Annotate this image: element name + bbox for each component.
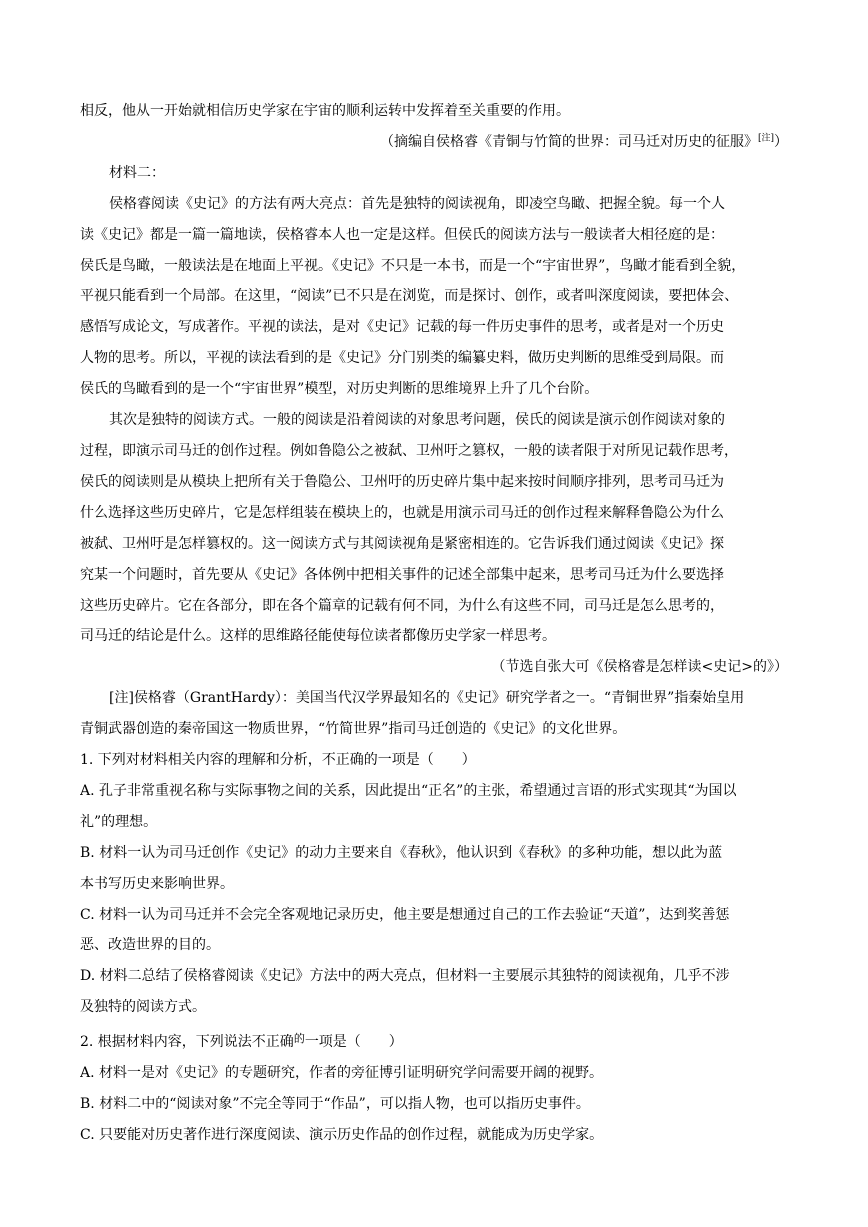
paragraph-line: 读《史记》都是一篇一篇地读，侯格睿本人也一定是这样。但侯氏的阅读方法与一般读者大相径庭的是：: [80, 226, 724, 243]
paragraph-line: 平视只能看到一个局部。在这里，“阅读”已不只是在浏览，而是探讨、创作，或者叫深度阅读，要把体会、: [80, 288, 739, 305]
question-1-option-a[interactable]: [80, 776, 788, 838]
paragraph-line: 这些历史碎片。它在各部分，即在各个篇章的记载有何不同，为什么有这些不同，司马迁是怎么思考的，: [80, 597, 724, 614]
continuation-text: 相反，他从一开始就相信历史学家在宇宙的顺利运转中发挥着至关重要的作用。: [80, 103, 570, 119]
option-line: 礼”的理想。: [80, 813, 158, 830]
option-line: 及独特的阅读方式。: [80, 999, 206, 1016]
paragraph-line: 什么选择这些历史碎片，它是怎样组装在模块上的，也就是用演示司马迁的创作过程来解释鲁隐公为什么: [80, 504, 724, 521]
source-citation-2: （节选自张大可《侯格睿是怎样读<史记>的》）: [491, 659, 788, 676]
note-line: [注]侯格睿（GrantHardy）：美国当代汉学界最知名的《史记》研究学者之一。“青铜世界”指秦始皇用: [109, 690, 745, 707]
note-line: 青铜武器创造的秦帝国这一物质世界，“竹简世界”指司马迁创造的《史记》的文化世界。: [80, 721, 627, 738]
paragraph-line: 过程，即演示司马迁的创作过程。例如鲁隐公之被弑、卫州吁之篡权，一般的读者限于对所见记载作思考，: [80, 442, 738, 459]
option-line: 恶、改造世界的目的。: [80, 937, 220, 954]
option-line: 本书写历史来影响世界。: [80, 875, 234, 892]
paragraph-line: 侯氏的鸟瞰看到的是一个“宇宙世界”模型，对历史判断的思维境界上升了几个台阶。: [80, 381, 599, 398]
paragraph-line: 人物的思考。所以，平视的读法看到的是《史记》分门别类的编纂史料，做历史判断的思维受到局限。而: [80, 350, 724, 367]
document-page: [80, 96, 788, 1151]
paragraph-line: 感悟写成论文，写成著作。平视的读法，是对《史记》记载的每一件历史事件的思考，或者是对一个历史: [80, 319, 724, 336]
question-2-option-a[interactable]: A. 材料一是对《史记》的专题研究，作者的旁征博引证明研究学问需要开阔的视野。: [80, 1065, 604, 1082]
question-2-stem-start: 2. 根据材料内容，下列说法不正确: [80, 1034, 294, 1051]
material-2-label: 材料二：: [109, 164, 165, 181]
question-2-stem-raised: 的: [293, 1032, 305, 1046]
option-line: A. 孔子非常重视名称与实际事物之间的关系，因此提出“正名”的主张，希望通过言语的形式实现其“为国以: [80, 782, 737, 799]
question-1: [80, 745, 788, 1023]
option-line: C. 材料一认为司马迁并不会完全客观地记录历史，他主要是想通过自己的工作去验证“天道”，达到奖善惩: [80, 906, 730, 923]
source-citation-1-close: ）: [774, 133, 788, 150]
paragraph-line: 侯氏的阅读则是从模块上把所有关于鲁隐公、卫州吁的历史碎片集中起来按时间顺序排列，思考司马迁为: [80, 473, 724, 490]
question-1-option-b[interactable]: [80, 838, 788, 900]
paragraph-line: 被弑、卫州吁是怎样篡权的。这一阅读方式与其阅读视角是紧密相连的。它告诉我们通过阅读《史记》探: [80, 535, 724, 552]
question-1-option-c[interactable]: [80, 900, 788, 962]
question-1-stem: 1. 下列对材料相关内容的理解和分析，不正确的一项是（ ）: [80, 752, 476, 769]
question-2-stem: [80, 1027, 788, 1058]
source-citation-1: [80, 127, 788, 158]
annotation-note: [80, 683, 788, 745]
question-2-option-b[interactable]: B. 材料二中的“阅读对象”不完全等同于“作品”，可以指人物，也可以指历史事件。: [80, 1096, 590, 1112]
option-line: D. 材料二总结了侯格睿阅读《史记》方法中的两大亮点，但材料一主要展示其独特的阅读视角，几乎不涉: [80, 968, 730, 985]
option-line: B. 材料一认为司马迁创作《史记》的动力主要来自《春秋》，他认识到《春秋》的多种功能，想以此为蓝: [80, 844, 723, 861]
paragraph-line: 究某一个问题时，首先要从《史记》各体例中把相关事件的记述全部集中起来，思考司马迁为什么要选择: [80, 566, 724, 583]
paragraph-line: 侯氏是鸟瞰，一般读法是在地面上平视。《史记》不只是一本书，而是一个“宇宙世界”，鸟瞰才能看到全貌，: [80, 257, 746, 274]
material-2-paragraph-2: [80, 405, 788, 652]
material-2-paragraph-1: [80, 189, 788, 405]
paragraph-line: 其次是独特的阅读方式。一般的阅读是沿着阅读的对象思考问题，侯氏的阅读是演示创作阅读对象的: [109, 412, 725, 429]
question-2: [80, 1027, 788, 1151]
paragraph-line: 司马迁的结论是什么。这样的思维路径能使每位读者都像历史学家一样思考。: [80, 628, 556, 645]
question-2-option-c[interactable]: C. 只要能对历史著作进行深度阅读、演示历史作品的创作过程，就能成为历史学家。: [80, 1126, 604, 1143]
source-citation-1-text: （摘编自侯格睿《青铜与竹简的世界：司马迁对历史的征服》: [379, 133, 758, 150]
paragraph-line: 侯格睿阅读《史记》的方法有两大亮点：首先是独特的阅读视角，即凌空鸟瞰、把握全貌。每一个人: [109, 195, 725, 212]
question-2-stem-end: 一项是（ ）: [304, 1034, 403, 1051]
question-1-option-d[interactable]: [80, 961, 788, 1023]
source-citation-1-note: [注]: [757, 133, 774, 144]
